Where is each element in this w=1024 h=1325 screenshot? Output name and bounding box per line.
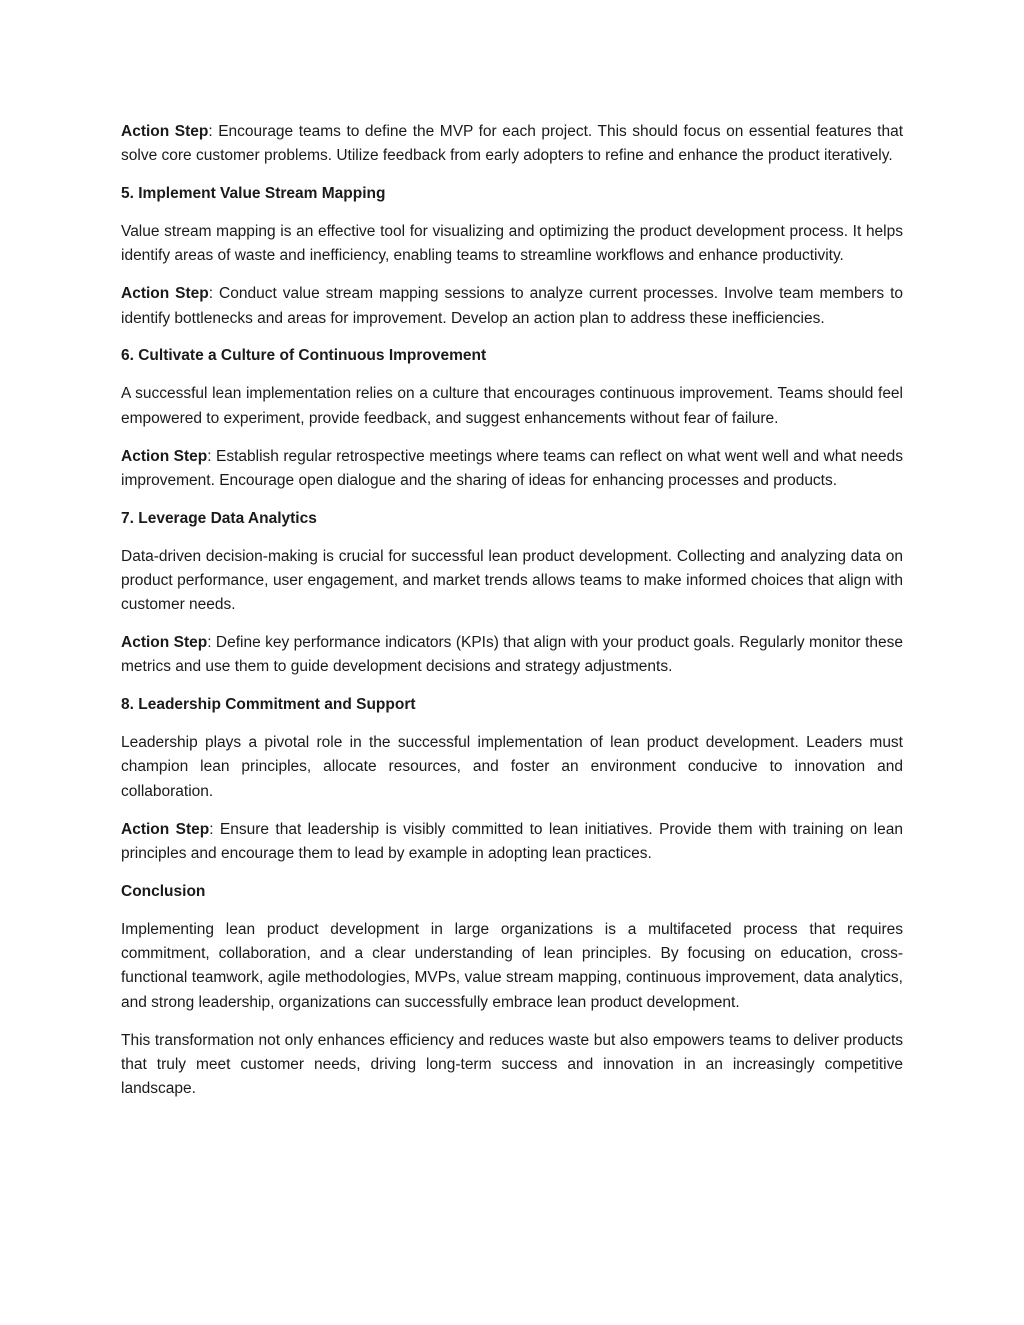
document-page <box>121 120 903 1115</box>
section-paragraph-8: Leadership plays a pivotal role in the successful implementation of lean product development. Leaders must champion lean principles, allocate resources, and foster an environment conducive to innovation and collaboration. <box>121 734 903 800</box>
section-heading-6: 6. Cultivate a Culture of Continuous Improvement <box>121 347 487 365</box>
conclusion-paragraph-1: Implementing lean product development in large organizations is a multifaceted process that requires commitment, collaboration, and a clear understanding of lean principles. By focusing on education, cross-functional teamwork, agile methodologies, MVPs, value stream mapping, continuous improvement, data analytics, and strong leadership, organizations can successfully embrace lean product development. <box>121 920 903 1011</box>
action-step-paragraph <box>121 631 903 680</box>
action-step-paragraph <box>121 445 903 494</box>
section-paragraph-6: A successful lean implementation relies on a culture that encourages continuous improvement. Teams should feel empowered to experiment, provide feedback, and suggest enhancements without fear of failure. <box>121 385 903 427</box>
action-step-label: Action Step <box>121 285 209 303</box>
section-heading-7: 7. Leverage Data Analytics <box>121 509 317 527</box>
section-paragraph-5: Value stream mapping is an effective tool for visualizing and optimizing the product development process. It helps identify areas of waste and inefficiency, enabling teams to streamline workflows and enhance productivity. <box>121 223 903 265</box>
action-step-label: Action Step <box>121 820 210 838</box>
section-heading-8: 8. Leadership Commitment and Support <box>121 696 416 714</box>
action-step-text: : Encourage teams to define the MVP for each project. This should focus on essential features that solve core customer problems. Utilize feedback from early adopters to refine and enhance the product iteratively. <box>121 123 903 165</box>
action-step-paragraph <box>121 818 903 867</box>
action-step-text: : Define key performance indicators (KPIs) that align with your product goals. Regularly monitor these metrics and use them to guide development decisions and strategy adjustments. <box>121 634 903 676</box>
action-step-text: : Establish regular retrospective meetings where teams can reflect on what went well and what needs improvement. Encourage open dialogue and the sharing of ideas for enhancing processes and products. <box>121 447 903 489</box>
action-step-paragraph <box>121 120 903 169</box>
section-paragraph-7: Data-driven decision-making is crucial for successful lean product development. Collecting and analyzing data on product performance, user engagement, and market trends allows teams to make informed choices that align with customer needs. <box>121 547 903 614</box>
action-step-text: : Conduct value stream mapping sessions to analyze current processes. Involve team members to identify bottlenecks and areas for improvement. Develop an action plan to address these inefficiencies. <box>121 285 903 327</box>
section-heading-5: 5. Implement Value Stream Mapping <box>121 185 386 203</box>
conclusion-paragraph-2: This transformation not only enhances efficiency and reduces waste but also empowers teams to deliver products that truly meet customer needs, driving long-term success and innovation in an increasingly competitive landscape. <box>121 1031 903 1098</box>
action-step-label: Action Step <box>121 123 209 140</box>
action-step-text: : Ensure that leadership is visibly committed to lean initiatives. Provide them with training on lean principles and encourage them to lead by example in adopting lean practices. <box>121 820 903 862</box>
action-step-label: Action Step <box>121 447 208 465</box>
action-step-paragraph <box>121 282 903 331</box>
action-step-label: Action Step <box>121 634 208 652</box>
conclusion-heading: Conclusion <box>121 882 206 900</box>
